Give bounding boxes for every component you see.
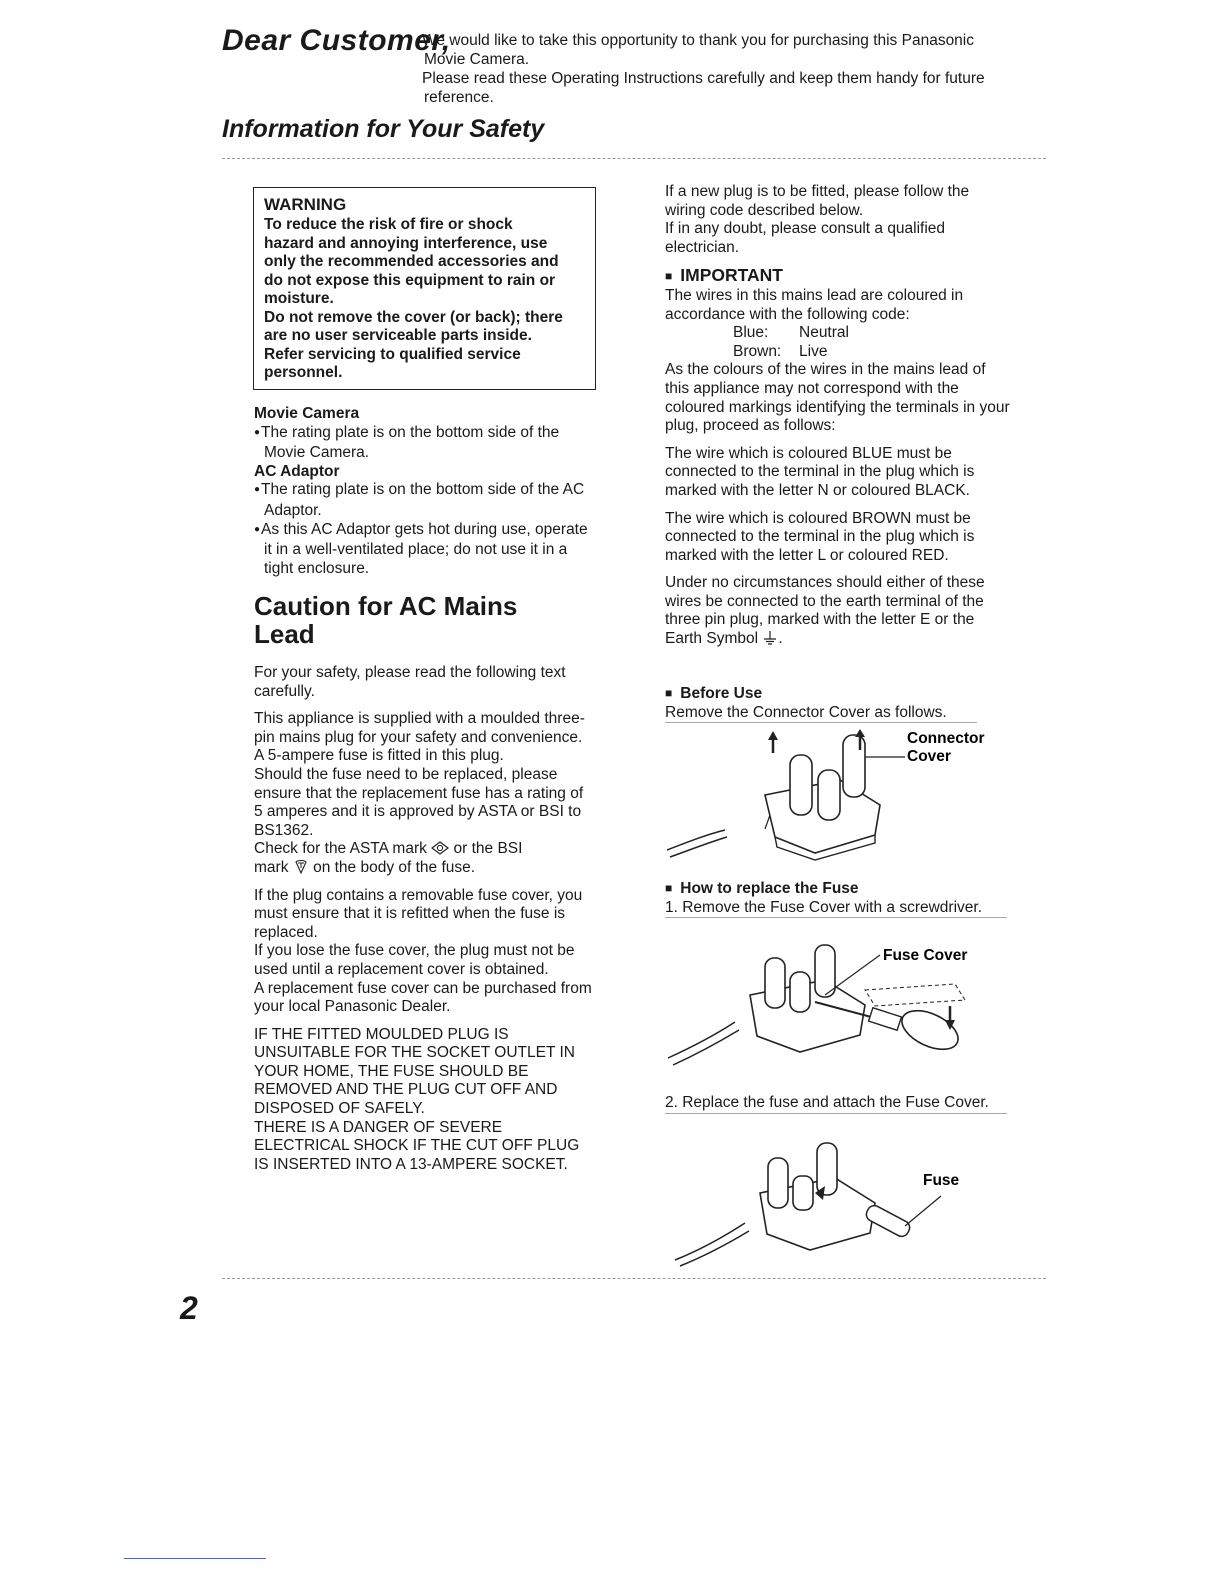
fuse-body-text: on the body of the fuse. <box>313 858 476 876</box>
wire-brown-value: Live <box>799 342 828 360</box>
wire-brown-row <box>665 343 1010 362</box>
bsi-kitemark-icon <box>293 859 309 875</box>
connector-cover-figure <box>665 725 1010 860</box>
replace-fuse-step-1: 1. Remove the Fuse Cover with a screwdriver. <box>665 899 1007 919</box>
caution-heading <box>254 592 614 648</box>
warning-line: only the recommended accessories and <box>264 253 559 270</box>
fuse-label: Fuse <box>923 1172 960 1189</box>
caution-title-line-2: Lead <box>254 619 315 649</box>
ac-adaptor-bullet-2: ● As this AC Adaptor gets hot during use, operate it in a well-ventilated place; do not use it in a tight enclosure. <box>254 521 594 579</box>
caution-body <box>254 664 596 1174</box>
warning-line: personnel. <box>264 364 343 381</box>
caution-paragraph: A replacement fuse cover can be purchased from your local Panasonic Dealer. <box>254 979 592 1016</box>
top-divider <box>222 158 1046 159</box>
right-paragraph: As the colours of the wires in the mains lead of this appliance may not correspond with the coloured markings identifying the terminals in your plug, proceed as follows: <box>665 361 1010 435</box>
before-use-heading: ■ Before Use <box>665 685 1010 704</box>
movie-camera-bullet: ● The rating plate is on the bottom side of the Movie Camera. <box>254 424 594 463</box>
ac-adaptor-bullet-1: ● The rating plate is on the bottom side of the AC Adaptor. <box>254 481 594 520</box>
caution-paragraph: If you lose the fuse cover, the plug must not be used until a replacement cover is obtained. <box>254 942 575 978</box>
replace-fuse-section <box>665 880 1010 918</box>
before-use-section <box>665 685 1010 723</box>
caution-paragraph: For your safety, please read the following text carefully. <box>254 664 566 700</box>
warning-line: moisture. <box>264 290 334 307</box>
warning-line: Do not remove the cover (or back); there <box>264 308 563 326</box>
fuse-figure <box>665 1138 1010 1268</box>
mark-text: mark <box>254 858 289 876</box>
intro-line-1: We would like to take this opportunity to thank you for purchasing this Panasonic <box>422 32 974 49</box>
earth-symbol-icon <box>762 631 778 645</box>
asta-mark-icon <box>431 841 449 855</box>
warning-line: do not expose this equipment to rain or <box>264 271 556 289</box>
before-use-text: Remove the Connector Cover as follows. <box>665 704 977 724</box>
caution-uppercase-warning: THERE IS A DANGER OF SEVERE ELECTRICAL SHOCK IF THE CUT OFF PLUG IS INSERTED INTO A 13-AMPERE SOCKET. <box>254 1118 580 1173</box>
replace-fuse-step-2-section <box>665 1094 1010 1114</box>
warning-line: hazard and annoying interference, use <box>264 234 548 252</box>
earth-text: Under no circumstances should either of these wires be connected to the earth terminal of the three pin plug, marked with the letter E or the Earth Symbol <box>665 574 985 648</box>
caution-paragraph: Should the fuse need to be replaced, please ensure that the replacement fuse has a rating of 5 amperes and it is approved by ASTA or BSI to BS1362. <box>254 765 584 839</box>
replace-fuse-step-2: 2. Replace the fuse and attach the Fuse Cover. <box>665 1094 1007 1114</box>
asta-text: Check for the ASTA mark <box>254 840 427 858</box>
page-number: 2 <box>180 1290 198 1326</box>
warning-line: Refer servicing to qualified service <box>264 345 521 363</box>
earth-paragraph: Under no circumstances should either of these wires be connected to the earth terminal of the three pin plug, marked with the letter E or the Earth Symbol . <box>665 574 985 648</box>
brown-wire-paragraph: The wire which is coloured BROWN must be connected to the terminal in the plug which is marked with the letter L or coloured RED. <box>665 509 975 564</box>
rating-section <box>254 405 594 578</box>
wire-blue-key: Blue: <box>733 324 769 342</box>
warning-title: WARNING <box>264 195 347 214</box>
connector-label-1: Connector <box>907 730 985 747</box>
wire-brown-key: Brown: <box>733 342 782 360</box>
caution-uppercase-warning: IF THE FITTED MOULDED PLUG IS UNSUITABLE FOR THE SOCKET OUTLET IN YOUR HOME, THE FUSE SHOULD BE REMOVED AND THE PLUG CUT OFF AND DISPOSED OF SAFELY. <box>254 1025 575 1118</box>
bsi-text: or the BSI <box>453 840 523 858</box>
footer-line <box>124 1558 266 1559</box>
wiring-section <box>665 183 1010 649</box>
replace-fuse-heading: ■ How to replace the Fuse <box>665 880 1010 899</box>
ac-adaptor-title: AC Adaptor <box>254 462 340 480</box>
asta-bsi-paragraph <box>254 840 596 877</box>
warning-line: are no user serviceable parts inside. <box>264 327 532 344</box>
caution-paragraph: If the plug contains a removable fuse cover, you must ensure that it is refitted when the fuse is replaced. <box>254 886 583 941</box>
movie-camera-title: Movie Camera <box>254 405 360 422</box>
warning-line: To reduce the risk of fire or shock <box>264 216 513 233</box>
intro-line-4: reference. <box>424 89 494 106</box>
right-paragraph: If a new plug is to be fitted, please follow the wiring code described below. <box>665 183 970 219</box>
connector-label-2: Cover <box>907 748 951 765</box>
wire-blue-row <box>665 324 1010 343</box>
fuse-cover-label: Fuse Cover <box>883 947 968 964</box>
right-paragraph: If in any doubt, please consult a qualified electrician. <box>665 220 946 256</box>
intro-line-2: Movie Camera. <box>424 51 530 68</box>
intro-line-3: Please read these Operating Instructions carefully and keep them handy for future <box>422 70 985 87</box>
caution-title-line-1: Caution for AC Mains <box>254 591 518 621</box>
caution-paragraph: This appliance is supplied with a moulded three-pin mains plug for your safety and convenience. <box>254 710 585 746</box>
caution-paragraph: A 5-ampere fuse is fitted in this plug. <box>254 747 504 765</box>
greeting-heading: Dear Customer, <box>222 24 451 57</box>
safety-heading: Information for Your Safety <box>222 115 545 143</box>
blue-wire-paragraph: The wire which is coloured BLUE must be connected to the terminal in the plug which is marked with the letter N or coloured BLACK. <box>665 444 975 499</box>
warning-box <box>253 187 596 390</box>
bottom-divider <box>222 1278 1046 1279</box>
important-heading: ■ IMPORTANT <box>665 266 1010 287</box>
right-paragraph: The wires in this mains lead are coloured in accordance with the following code: <box>665 286 964 323</box>
fuse-cover-figure <box>665 940 1010 1070</box>
wire-blue-value: Neutral <box>799 324 849 342</box>
